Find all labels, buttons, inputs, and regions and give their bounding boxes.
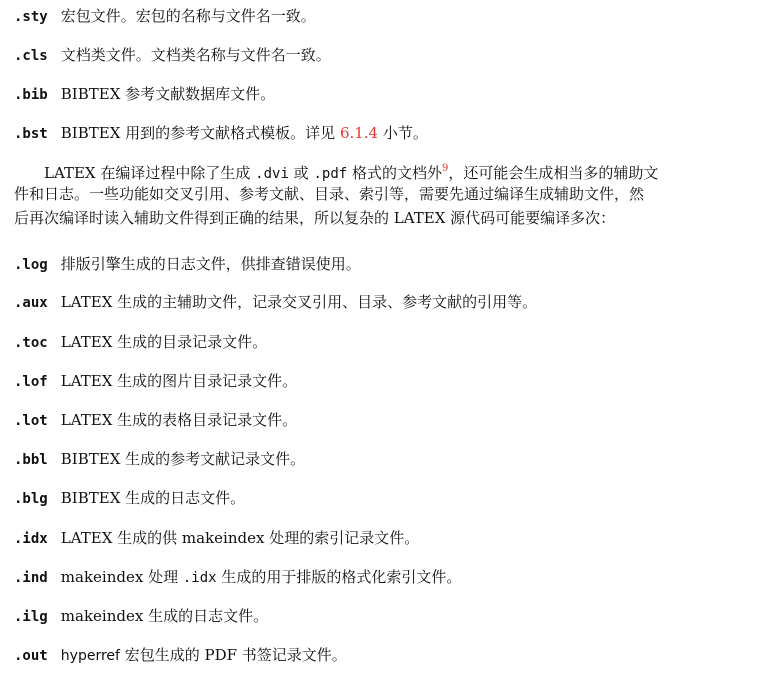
extension-description: makeindex 生成的日志文件。 xyxy=(60,607,269,625)
extension-description-suffix: 生成的用于排版的格式化索引文件。 xyxy=(221,568,462,586)
list-item-ilg xyxy=(14,606,268,626)
paragraph-text: ，还可能会生成相当多的辅助文 xyxy=(448,164,659,182)
extension-label: .sty xyxy=(14,9,48,25)
extension-label: .cls xyxy=(14,48,48,64)
list-item-cls xyxy=(14,45,331,65)
extension-label: .bib xyxy=(14,87,48,103)
list-item-blg xyxy=(14,488,245,508)
extension-label: .aux xyxy=(14,295,48,311)
body-paragraph xyxy=(14,158,714,230)
list-item-idx xyxy=(14,528,419,548)
list-item-bib xyxy=(14,84,275,104)
list-item-ind xyxy=(14,567,461,587)
hyperref-package-name: hyperref xyxy=(60,648,120,664)
extension-description: 宏包文件。宏包的名称与文件名一致。 xyxy=(60,7,316,25)
paragraph-text: 格式的文档外 xyxy=(351,164,442,182)
extension-label: .out xyxy=(14,648,48,664)
footnote-marker[interactable]: 9 xyxy=(441,163,449,174)
extension-label: .ilg xyxy=(14,609,48,625)
list-item-lof xyxy=(14,371,297,391)
extension-description: makeindex 处理 xyxy=(60,568,179,586)
section-reference-link[interactable]: 6.1.4 xyxy=(339,124,379,142)
paragraph-line-1 xyxy=(14,158,714,182)
dvi-code: .dvi xyxy=(255,166,289,182)
pdf-code: .pdf xyxy=(313,166,348,182)
extension-description-suffix: 小节。 xyxy=(382,124,428,142)
extension-description: LATEX 生成的图片目录记录文件。 xyxy=(60,372,298,390)
extension-description: BIBTEX 生成的参考文献记录文件。 xyxy=(60,450,306,468)
list-item-log xyxy=(14,254,361,274)
extension-description: BIBTEX 生成的日志文件。 xyxy=(60,489,246,507)
extension-description: BIBTEX 用到的参考文献格式模板。详见 xyxy=(60,124,336,142)
idx-code: .idx xyxy=(182,570,217,586)
extension-description: LATEX 生成的目录记录文件。 xyxy=(60,333,268,351)
paragraph-text: 或 xyxy=(293,164,309,182)
paragraph-line-2: 件和日志。一些功能如交叉引用、参考文献、目录、索引等，需要先通过编译生成辅助文件，然 xyxy=(14,185,645,203)
extension-label: .bbl xyxy=(14,452,48,468)
list-item-bbl xyxy=(14,449,305,469)
extension-description: LATEX 生成的供 makeindex 处理的索引记录文件。 xyxy=(60,529,420,547)
list-item-bst xyxy=(14,123,428,143)
list-item-out xyxy=(14,645,347,665)
list-item-aux xyxy=(14,292,537,312)
paragraph-line-3: 后再次编译时读入辅助文件得到正确的结果，所以复杂的 LATEX 源代码可能要编译多次： xyxy=(14,209,616,227)
list-item-toc xyxy=(14,332,267,352)
extension-description: LATEX 生成的表格目录记录文件。 xyxy=(60,411,298,429)
extension-label: .lof xyxy=(14,374,48,390)
list-item-lot xyxy=(14,410,297,430)
extension-description: 排版引擎生成的日志文件，供排查错误使用。 xyxy=(60,255,361,273)
extension-label: .toc xyxy=(14,335,48,351)
extension-label: .log xyxy=(14,257,48,273)
extension-label: .idx xyxy=(14,531,48,547)
extension-label: .blg xyxy=(14,491,48,507)
extension-description: LATEX 生成的主辅助文件，记录交叉引用、目录、参考文献的引用等。 xyxy=(60,293,538,311)
extension-label: .ind xyxy=(14,570,48,586)
extension-label: .bst xyxy=(14,126,48,142)
extension-description: 文档类文件。文档类名称与文件名一致。 xyxy=(60,46,331,64)
extension-description-suffix: 宏包生成的 PDF 书签记录文件。 xyxy=(124,646,347,664)
extension-label: .lot xyxy=(14,413,48,429)
extension-description: BIBTEX 参考文献数据库文件。 xyxy=(60,85,276,103)
list-item-sty xyxy=(14,6,316,26)
paragraph-text: LATEX 在编译过程中除了生成 xyxy=(44,164,251,182)
